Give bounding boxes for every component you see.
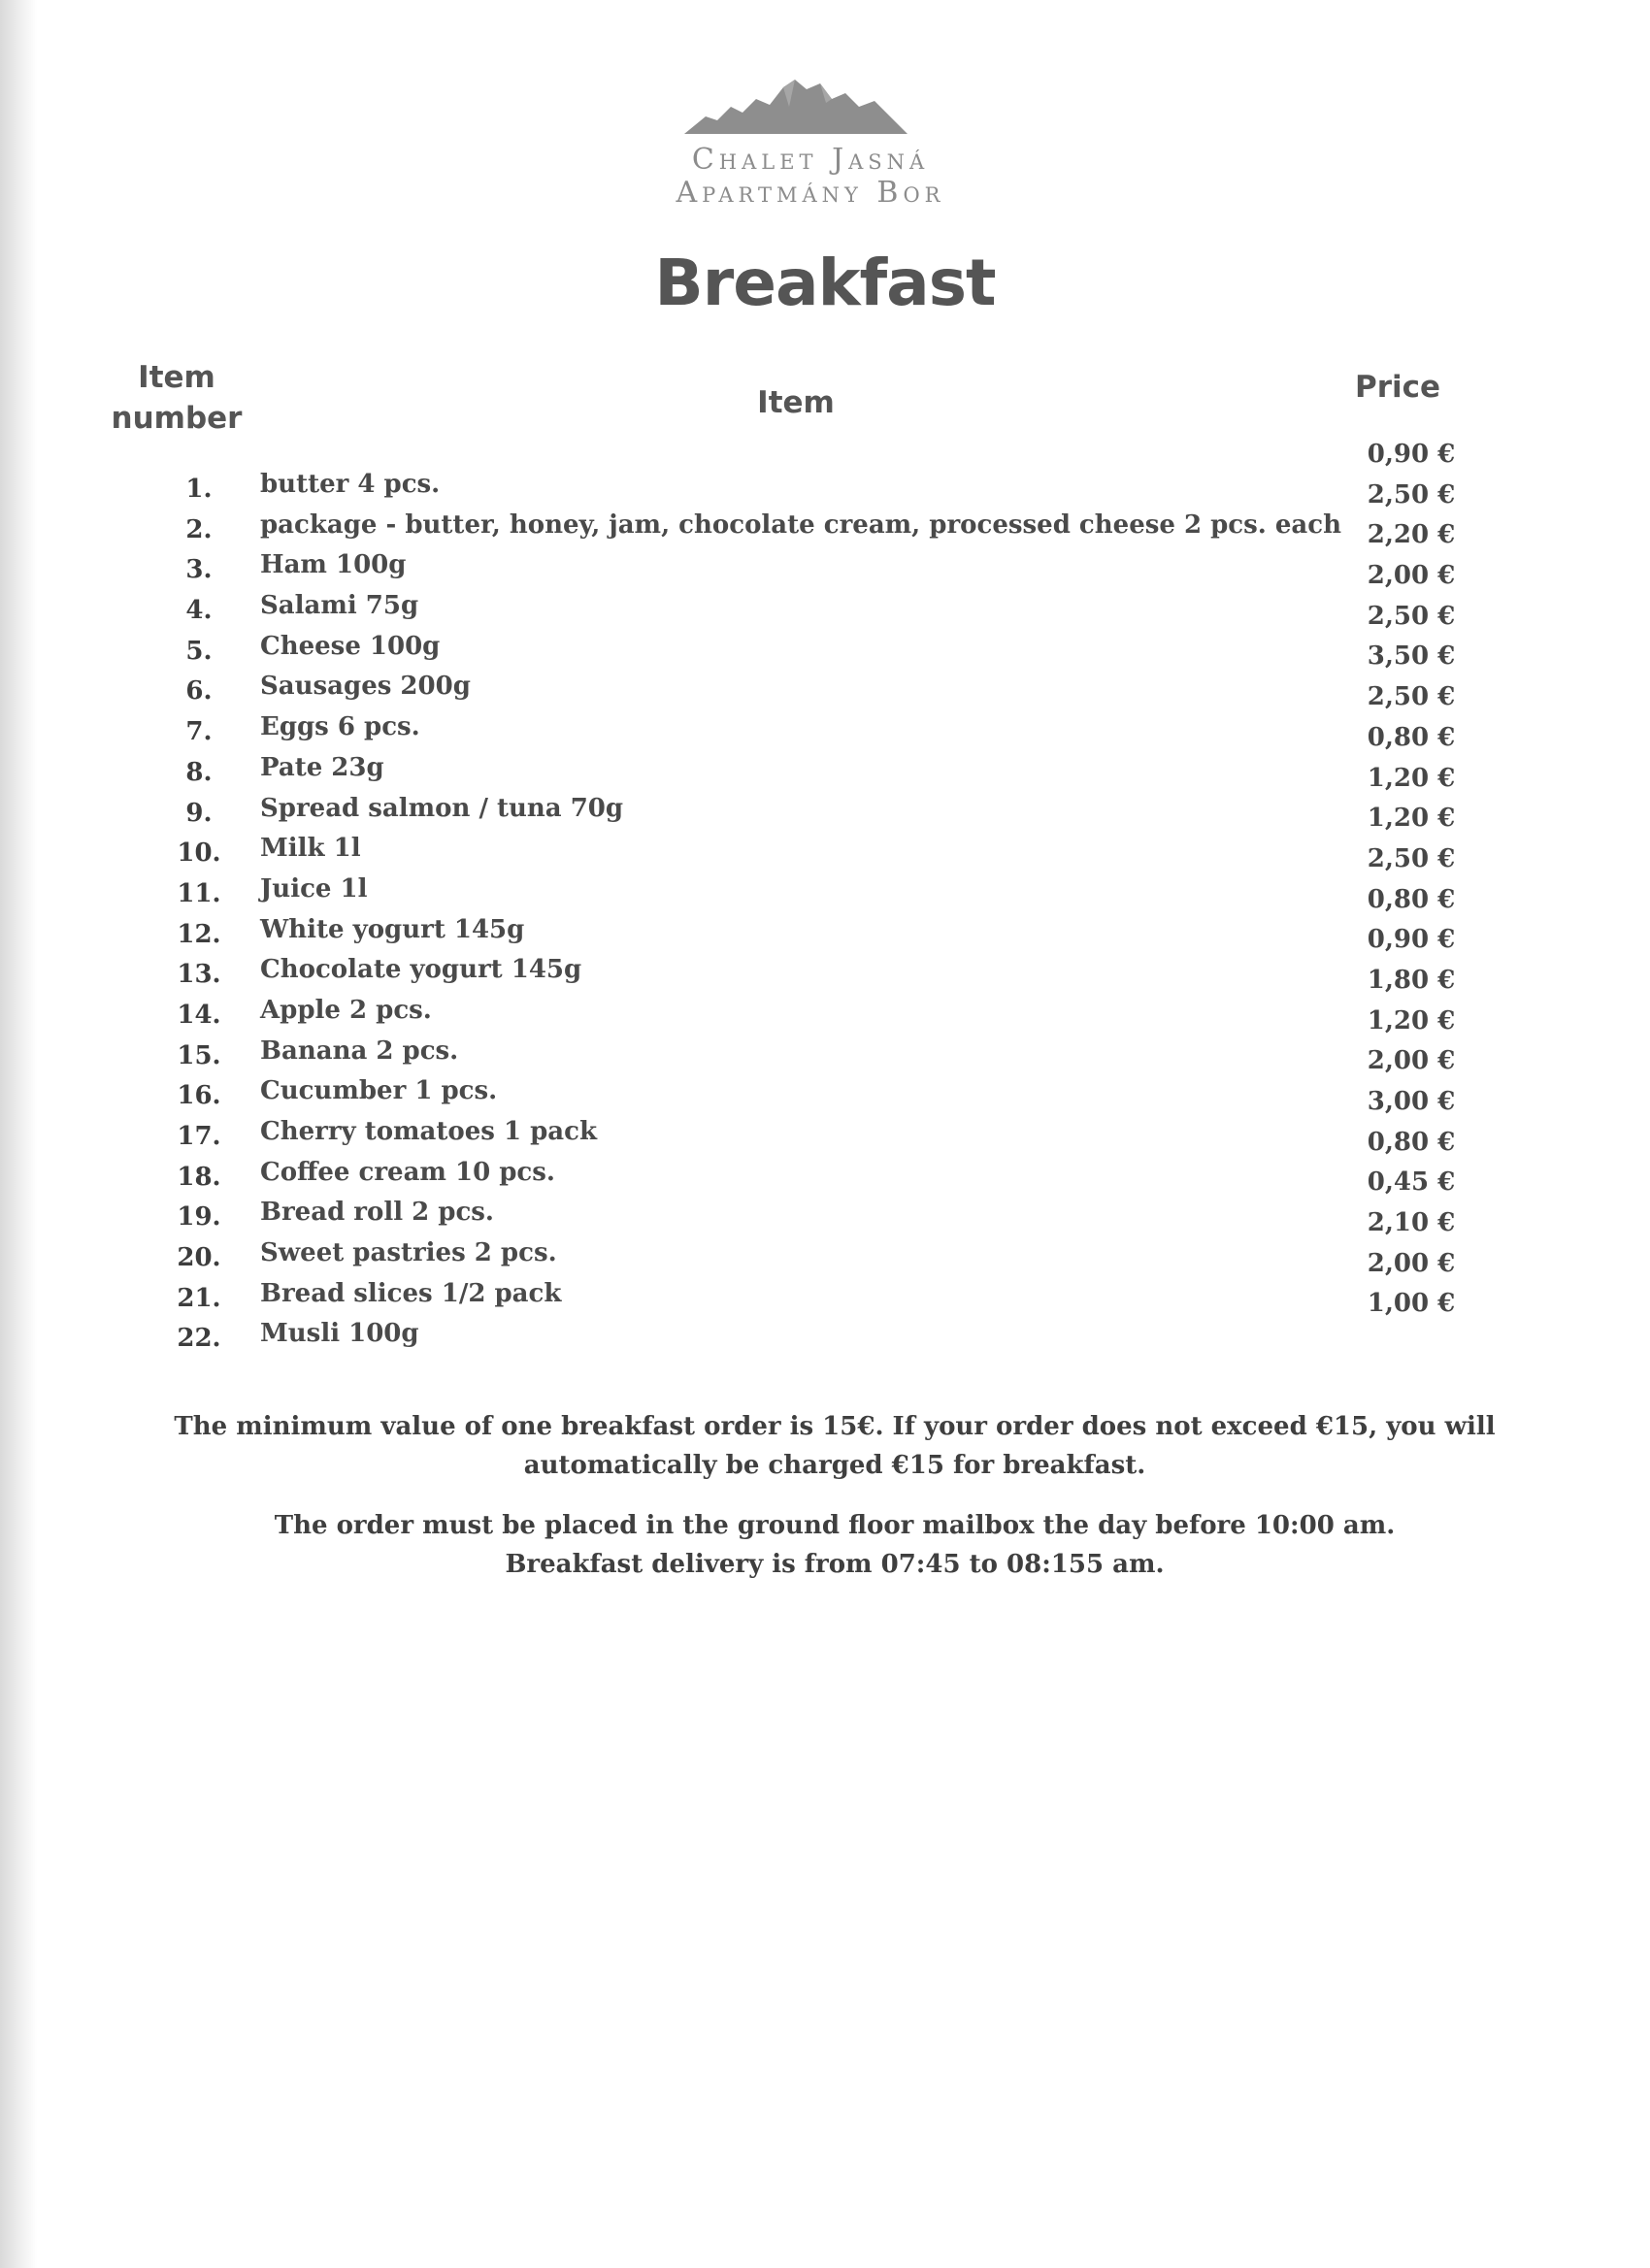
item-price: 0,45 € xyxy=(1367,1167,1456,1198)
item-number: 2. xyxy=(185,514,213,544)
item-price: 0,80 € xyxy=(1367,722,1456,752)
item-number: 8. xyxy=(185,757,213,787)
item-number: 1. xyxy=(185,475,213,504)
item-price: 2,10 € xyxy=(1367,1208,1456,1238)
item-number: 7. xyxy=(185,717,213,747)
item-price: 3,50 € xyxy=(1367,641,1456,672)
item-number-column xyxy=(146,470,252,1360)
item-number: 11. xyxy=(177,878,221,908)
item-number: 20. xyxy=(177,1243,221,1273)
item-number: 6. xyxy=(185,676,213,707)
item-name: Banana 2 pcs. xyxy=(260,1035,459,1066)
item-name: Cucumber 1 pcs. xyxy=(260,1076,498,1106)
mountain-range-icon xyxy=(684,78,908,136)
item-name: White yogurt 145g xyxy=(260,914,525,944)
scan-edge-shadow xyxy=(0,0,37,2268)
brand-name-line1: Chalet Jasná xyxy=(691,143,930,177)
item-price: 2,00 € xyxy=(1367,561,1456,591)
brand-logo xyxy=(626,78,995,223)
item-name: Salami 75g xyxy=(260,591,419,621)
item-price: 2,20 € xyxy=(1367,520,1456,550)
item-price: 0,90 € xyxy=(1367,440,1456,469)
item-name: Milk 1l xyxy=(260,834,361,864)
item-price: 1,20 € xyxy=(1367,1005,1456,1035)
item-price: 1,00 € xyxy=(1367,1289,1456,1319)
item-number: 10. xyxy=(177,838,221,869)
item-number: 22. xyxy=(177,1324,221,1354)
item-price: 2,50 € xyxy=(1367,843,1456,873)
item-number: 3. xyxy=(185,555,213,585)
item-name: Cherry tomatoes 1 pack xyxy=(260,1117,598,1146)
item-name: butter 4 pcs. xyxy=(260,470,441,499)
item-name: package - butter, honey, jam, chocolate cream, processed cheese 2 pcs. each xyxy=(260,509,1341,540)
item-number: 18. xyxy=(177,1162,221,1192)
minimum-order-note-line1: The minimum value of one breakfast order is 15€. If your order does not exceed €15, you will xyxy=(174,1412,1496,1441)
item-name: Pate 23g xyxy=(260,752,384,782)
item-number: 16. xyxy=(177,1081,221,1111)
item-number: 14. xyxy=(177,1000,221,1030)
item-number: 17. xyxy=(177,1122,221,1151)
order-instructions-line2: Breakfast delivery is from 07:45 to 08:155 am. xyxy=(505,1550,1165,1579)
item-price: 0,90 € xyxy=(1367,925,1456,955)
page-title: Breakfast xyxy=(654,246,996,320)
item-price: 0,80 € xyxy=(1367,1127,1456,1157)
item-price: 1,80 € xyxy=(1367,965,1456,995)
item-name: Musli 100g xyxy=(260,1319,419,1349)
item-name: Eggs 6 pcs. xyxy=(260,712,420,742)
order-instructions-note xyxy=(146,1506,1524,1584)
item-name: Apple 2 pcs. xyxy=(260,995,432,1025)
item-price: 2,00 € xyxy=(1367,1248,1456,1278)
item-number: 9. xyxy=(185,798,213,828)
minimum-order-note-line2: automatically be charged €15 for breakfast. xyxy=(523,1451,1146,1480)
item-number: 21. xyxy=(177,1283,221,1313)
item-number: 12. xyxy=(177,919,221,949)
brand-name-line2: Apartmány Bor xyxy=(676,176,945,210)
minimum-order-note xyxy=(146,1407,1524,1485)
item-name: Juice 1l xyxy=(260,873,368,904)
header-item-number-line2: number xyxy=(111,401,243,436)
item-number: 5. xyxy=(185,636,213,666)
item-name: Sausages 200g xyxy=(260,672,471,702)
order-instructions-line1: The order must be placed in the ground floor mailbox the day before 10:00 am. xyxy=(274,1511,1396,1540)
item-price: 1,20 € xyxy=(1367,804,1456,834)
price-column xyxy=(1343,435,1479,1325)
item-price: 2,50 € xyxy=(1367,682,1456,712)
item-name: Sweet pastries 2 pcs. xyxy=(260,1238,557,1268)
header-item-number xyxy=(109,357,245,439)
item-price: 3,00 € xyxy=(1367,1087,1456,1116)
header-item-number-line1: Item xyxy=(138,360,215,395)
item-number: 4. xyxy=(185,596,213,626)
item-name: Spread salmon / tuna 70g xyxy=(260,793,624,823)
item-name: Coffee cream 10 pcs. xyxy=(260,1157,555,1187)
item-price: 2,50 € xyxy=(1367,601,1456,631)
item-name: Ham 100g xyxy=(260,550,407,580)
item-name: Cheese 100g xyxy=(260,631,441,661)
item-price: 2,50 € xyxy=(1367,479,1456,509)
item-name: Chocolate yogurt 145g xyxy=(260,955,582,985)
item-price: 2,00 € xyxy=(1367,1046,1456,1076)
item-number: 15. xyxy=(177,1040,221,1070)
header-price: Price xyxy=(1354,370,1441,405)
item-price: 1,20 € xyxy=(1367,763,1456,793)
header-item: Item xyxy=(757,385,835,420)
item-name-column xyxy=(260,465,1341,1355)
item-name: Bread roll 2 pcs. xyxy=(260,1198,494,1228)
item-number: 13. xyxy=(177,960,221,990)
item-price: 0,80 € xyxy=(1367,884,1456,914)
item-name: Bread slices 1/2 pack xyxy=(260,1278,562,1308)
item-number: 19. xyxy=(177,1202,221,1233)
